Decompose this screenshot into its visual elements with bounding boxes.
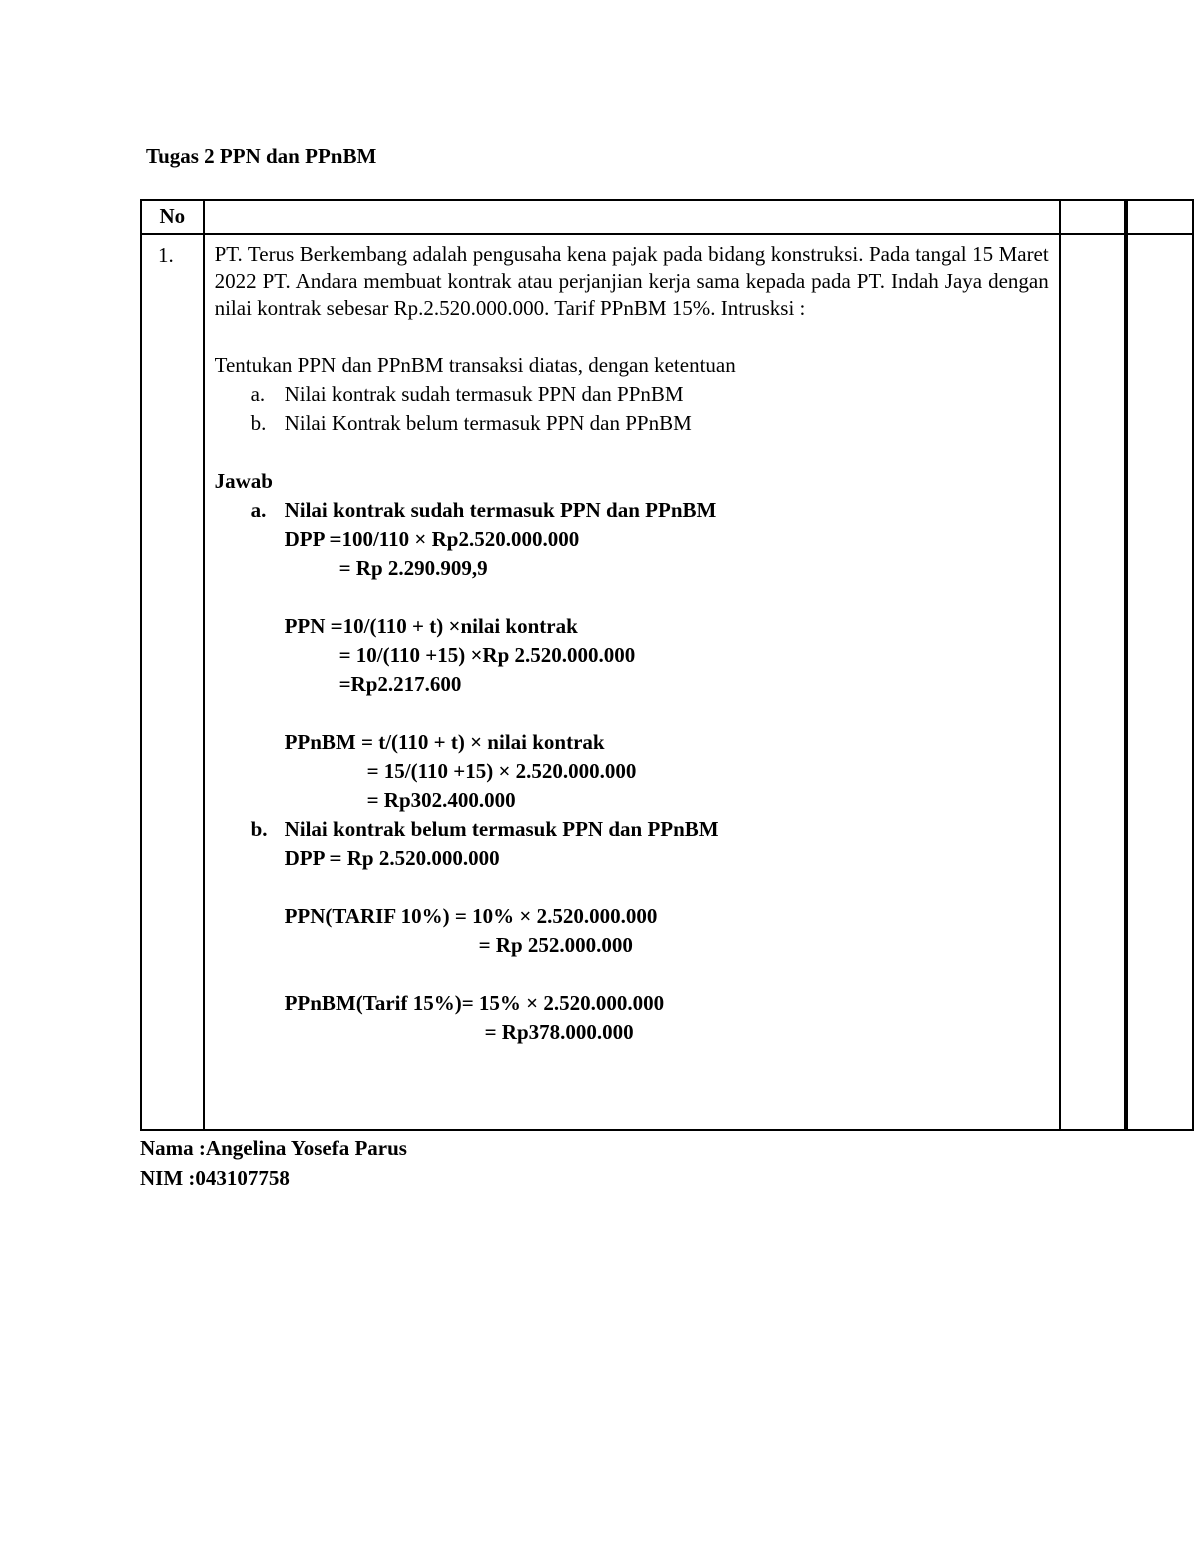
answer-b-marker: b. <box>250 817 268 841</box>
student-name: Nama :Angelina Yosefa Parus <box>140 1136 407 1160</box>
answer-a-ppnbm-line1: PPnBM = t/(110 + t) × nilai kontrak <box>284 730 605 754</box>
answer-a-ppn-line3: =Rp2.217.600 <box>338 672 462 696</box>
option-a-text: Nilai kontrak sudah termasuk PPN dan PPnBM <box>284 382 684 406</box>
option-b-text: Nilai Kontrak belum termasuk PPN dan PPnBM <box>284 411 692 435</box>
answer-a-dpp-line1: DPP =100/110 × Rp2.520.000.000 <box>284 527 580 551</box>
option-a <box>215 380 1049 409</box>
answer-b-ppnbm-line1: PPnBM(Tarif 15%)= 15% × 2.520.000.000 <box>284 991 665 1015</box>
answer-a-ppn-line1: PPN =10/(110 + t) ×nilai kontrak <box>284 614 578 638</box>
answer-label: Jawab <box>214 469 273 493</box>
answer-b-ppnbm-line2: = Rp378.000.000 <box>484 1020 634 1044</box>
row-content-cell <box>204 234 1060 1130</box>
answer-a-heading <box>215 496 1049 525</box>
student-info <box>140 1133 407 1193</box>
answer-a-marker: a. <box>250 498 267 522</box>
header-no-cell <box>141 200 204 234</box>
answer-a-ppnbm-line2: = 15/(110 +15) × 2.520.000.000 <box>366 759 637 783</box>
answer-a-ppnbm-line3: = Rp302.400.000 <box>366 788 516 812</box>
instruction-text: Tentukan PPN dan PPnBM transaksi diatas, dengan ketentuan <box>214 353 736 377</box>
table-header-row <box>141 200 1193 234</box>
header-no-label: No <box>159 204 186 228</box>
row-no-cell <box>141 234 204 1130</box>
student-nim: NIM :043107758 <box>140 1166 290 1190</box>
header-content-cell <box>204 200 1060 234</box>
option-b-marker: b. <box>250 411 267 435</box>
answer-a-heading-text: Nilai kontrak sudah termasuk PPN dan PPnBM <box>284 498 717 522</box>
answer-a-dpp-line2: = Rp 2.290.909,9 <box>338 556 488 580</box>
question-text: PT. Terus Berkembang adalah pengusaha kena pajak pada bidang konstruksi. Pada tangal 15 Maret 2022 PT. Andara membuat kontrak atau perjanjian kerja sama kepada pada PT. Indah Jaya dengan nilai kontrak sebesar Rp.2.520.000.000. Tarif PPnBM 15%. Intrusksi : <box>214 242 1049 320</box>
task-table <box>140 199 1194 1131</box>
answer-b-heading <box>215 815 1049 844</box>
row-extra-cell-2 <box>1126 234 1193 1130</box>
row-extra-cell-1 <box>1060 234 1127 1130</box>
answer-b-ppn-line2: = Rp 252.000.000 <box>478 933 633 957</box>
answer-b-dpp-line: DPP = Rp 2.520.000.000 <box>284 846 500 870</box>
table-row <box>141 234 1193 1130</box>
option-a-marker: a. <box>250 382 266 406</box>
answer-b-ppn-line1: PPN(TARIF 10%) = 10% × 2.520.000.000 <box>284 904 658 928</box>
document-title: Tugas 2 PPN dan PPnBM <box>146 144 377 168</box>
header-extra-cell-2 <box>1126 200 1193 234</box>
row-number: 1. <box>158 243 174 267</box>
option-b <box>215 409 1049 438</box>
answer-a-ppn-line2: = 10/(110 +15) ×Rp 2.520.000.000 <box>338 643 636 667</box>
header-extra-cell-1 <box>1060 200 1127 234</box>
answer-b-heading-text: Nilai kontrak belum termasuk PPN dan PPnBM <box>284 817 719 841</box>
